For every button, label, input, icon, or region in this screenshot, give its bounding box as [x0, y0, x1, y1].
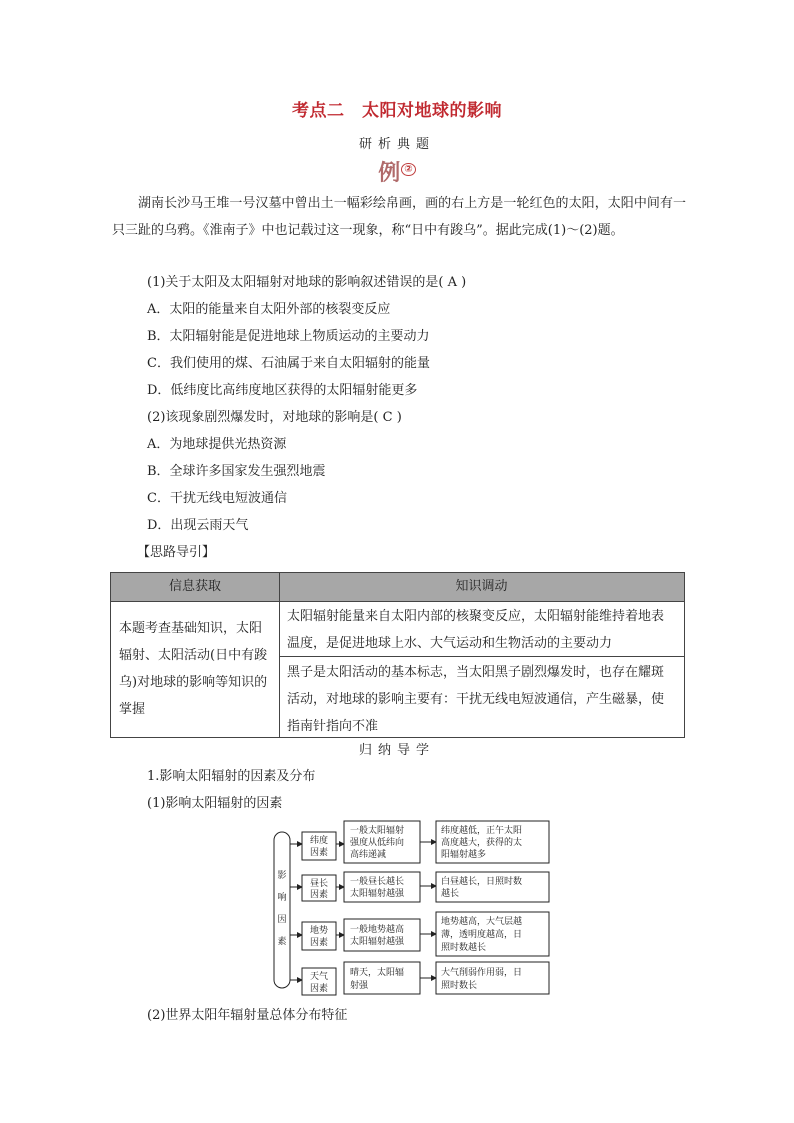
- q2-option: A．为地球提供光热资源: [147, 437, 287, 452]
- factor-text: 因素: [309, 984, 329, 994]
- example-text: 大气削弱作用弱，日: [441, 968, 523, 978]
- example-text: 地势越高，大气层越: [441, 917, 523, 927]
- root-char: 因: [277, 915, 287, 925]
- example-text: 高度越大，获得的太: [441, 838, 523, 848]
- rule-text: 太阳辐射越强: [350, 937, 405, 947]
- factor-text: 因素: [309, 938, 329, 948]
- q2-stem: (2)该现象剧烈爆发时，对地球的影响是( C ): [147, 410, 402, 425]
- example-text: 白昼越长，日照时数: [441, 877, 523, 887]
- q2-option: C．干扰无线电短波通信: [147, 491, 287, 506]
- example-text: 越长: [441, 889, 460, 899]
- q1-option: D．低纬度比高纬度地区获得的太阳辐射能更多: [147, 383, 418, 398]
- example-text: 照时数长: [441, 981, 478, 991]
- summary-heading: 归纳导学: [358, 743, 435, 758]
- rule-text: 一般地势越高: [350, 925, 405, 935]
- factor-text: 地势: [309, 926, 329, 936]
- q2-option: D．出现云雨天气: [147, 518, 249, 533]
- q2-option: B．全球许多国家发生强烈地震: [147, 464, 326, 479]
- rule-text: 一般昼长越长: [350, 877, 405, 887]
- factor-text: 纬度: [309, 836, 329, 846]
- summary-subpoint: (2)世界太阳年辐射量总体分布特征: [147, 1008, 348, 1023]
- guide-table: [110, 572, 685, 738]
- example-text: 阳辐射越多: [441, 850, 487, 860]
- table-cell-knowledge: 太阳辐射能量来自太阳内部的核聚变反应，太阳辐射能维持着地表温度，是促进地球上水、大气运动和生物活动的主要动力: [287, 609, 665, 651]
- rule-text: 晴天，太阳辐: [350, 968, 405, 978]
- rule-text: 一般太阳辐射: [350, 826, 405, 836]
- guide-heading: 【思路导引】: [137, 545, 216, 560]
- example-text: 照时数越长: [441, 943, 487, 953]
- example-text: 薄，透明度越高，日: [441, 930, 523, 940]
- section-subtitle: 研析典题: [358, 137, 435, 152]
- factor-text: 昼长: [309, 879, 329, 889]
- diagram-row: [290, 962, 549, 995]
- q1-option: C．我们使用的煤、石油属于来自太阳辐射的能量: [147, 356, 430, 371]
- intro-paragraph: 湖南长沙马王堆一号汉墓中曾出土一幅彩绘帛画，画的右上方是一轮红色的太阳，太阳中间有一只三趾的乌鸦。《淮南子》中也记载过这一现象，称“日中有踆乌”。据此完成(1)～(2)题。: [112, 196, 686, 238]
- table-cell-info: 本题考查基础知识，太阳辐射、太阳活动(日中有踆乌)对地球的影响等知识的掌握: [119, 621, 268, 717]
- summary-point: 1.影响太阳辐射的因素及分布: [147, 769, 316, 784]
- example-label: [0, 156, 794, 187]
- diagram-row: [290, 821, 549, 863]
- root-char: 响: [277, 893, 287, 903]
- q1-option: A．太阳的能量来自太阳外部的核裂变反应: [147, 302, 391, 317]
- example-text: 纬度越低，正午太阳: [441, 826, 523, 836]
- root-char: 影: [277, 871, 287, 881]
- summary-subpoint: (1)影响太阳辐射的因素: [147, 796, 283, 811]
- rule-text: 高纬递减: [350, 850, 387, 860]
- root-char: 素: [277, 937, 287, 947]
- page-title: 考点二 太阳对地球的影响: [292, 101, 502, 121]
- table-header-knowledge: 知识调动: [279, 573, 684, 601]
- factor-text: 天气: [309, 972, 329, 982]
- root-label: [277, 869, 286, 947]
- example-badge: ②: [401, 163, 415, 176]
- table-cell-knowledge: 黑子是太阳活动的基本标志，当太阳黑子剧烈爆发时，也存在耀斑活动，对地球的影响主要有：干扰无线电短波通信，产生磁暴，使指南针指向不准: [287, 665, 665, 734]
- example-text: 例: [378, 161, 401, 186]
- root-bracket: [274, 832, 290, 988]
- diagram-row: [290, 872, 549, 902]
- q1-option: B．太阳辐射能是促进地球上物质运动的主要动力: [147, 329, 430, 344]
- rule-text: 太阳辐射越强: [350, 889, 405, 899]
- factor-diagram: [270, 818, 552, 998]
- rule-text: 射强: [350, 981, 369, 991]
- table-header-info: 信息获取: [111, 573, 279, 601]
- factor-text: 因素: [309, 848, 329, 858]
- factor-text: 因素: [309, 890, 329, 900]
- diagram-row: [290, 912, 549, 956]
- q1-stem: (1)关于太阳及太阳辐射对地球的影响叙述错误的是( A ): [147, 275, 467, 290]
- rule-text: 强度从低纬向: [350, 838, 405, 848]
